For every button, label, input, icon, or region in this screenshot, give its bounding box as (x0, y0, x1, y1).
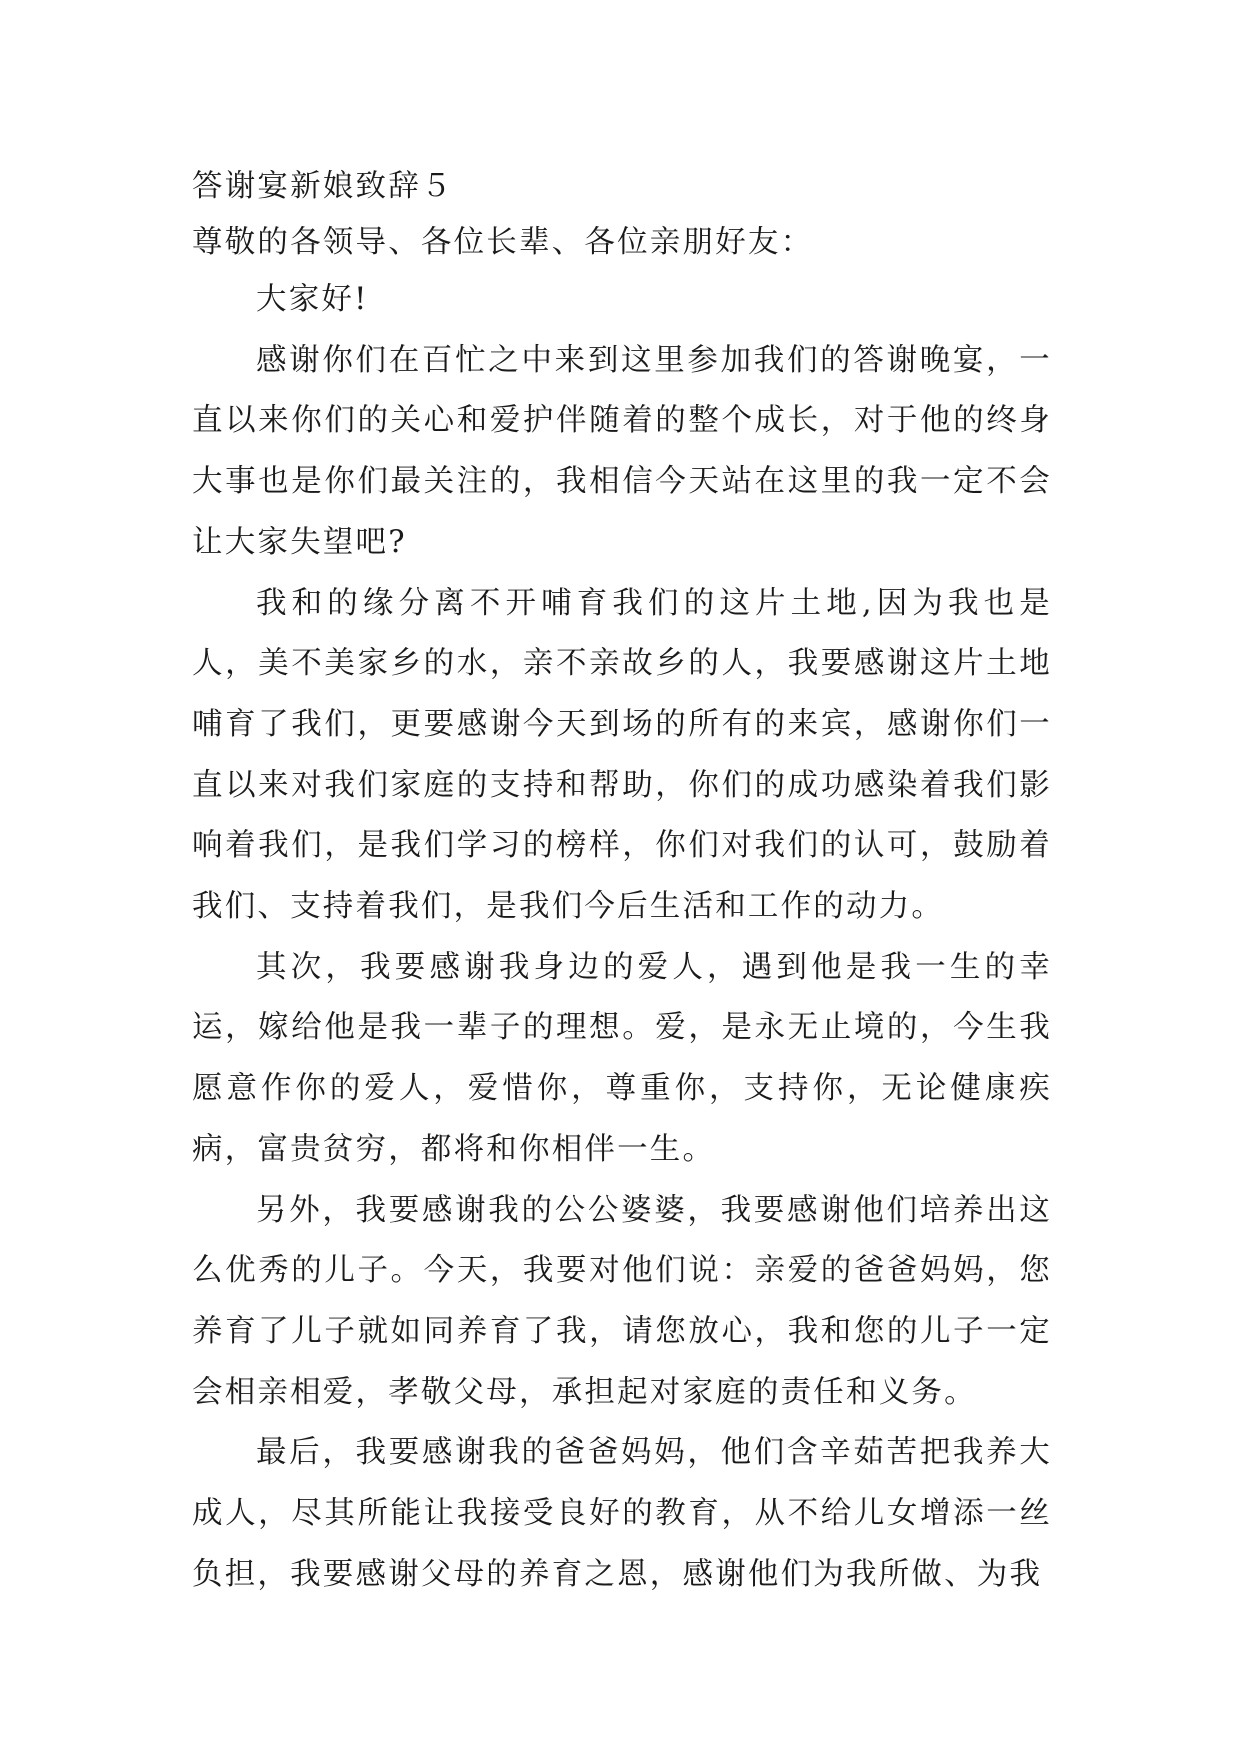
paragraph-greeting: 大家好! (256, 282, 369, 317)
paragraph-parents: 最后，我要感谢我的爸爸妈妈，他们含辛茹苦把我养大成人，尽其所能让我接受良好的教育，从不给儿女增添一丝负担，我要感谢父母的养育之恩，感谢他们为我所做、为我 (192, 1435, 1052, 1592)
salutation: 尊敬的各领导、各位长辈、各位亲朋好友： (192, 225, 814, 260)
document-body (192, 270, 1052, 1605)
paragraph-in-laws: 另外，我要感谢我的公公婆婆，我要感谢他们培养出这么优秀的儿子。今天，我要对他们说：亲爱的爸爸妈妈，您养育了儿子就如同养育了我，请您放心，我和您的儿子一定会相亲相爱，孝敬父母，承担起对家庭的责任和义务。 (192, 1192, 1052, 1410)
document-title: 答谢宴新娘致辞５ (192, 169, 454, 204)
paragraph-spouse: 其次，我要感谢我身边的爱人，遇到他是我一生的幸运，嫁给他是我一辈子的理想。爱，是永无止境的，今生我愿意作你的爱人，爱惜你，尊重你，支持你，无论健康疾病，富贵贫穷，都将和你相伴一生。 (192, 949, 1052, 1167)
paragraph-thanks: 感谢你们在百忙之中来到这里参加我们的答谢晚宴，一直以来你们的关心和爱护伴随着的整个成长，对于他的终身大事也是你们最关注的，我相信今天站在这里的我一定不会让大家失望吧? (192, 342, 1052, 560)
paragraph-hometown: 我和的缘分离不开哺育我们的这片土地,因为我也是人，美不美家乡的水，亲不亲故乡的人，我要感谢这片土地哺育了我们，更要感谢今天到场的所有的来宾，感谢你们一直以来对我们家庭的支持和帮助，你们的成功感染着我们影响着我们，是我们学习的榜样，你们对我们的认可，鼓励着我们、支持着我们，是我们今后生活和工作的动力。 (192, 585, 1052, 925)
